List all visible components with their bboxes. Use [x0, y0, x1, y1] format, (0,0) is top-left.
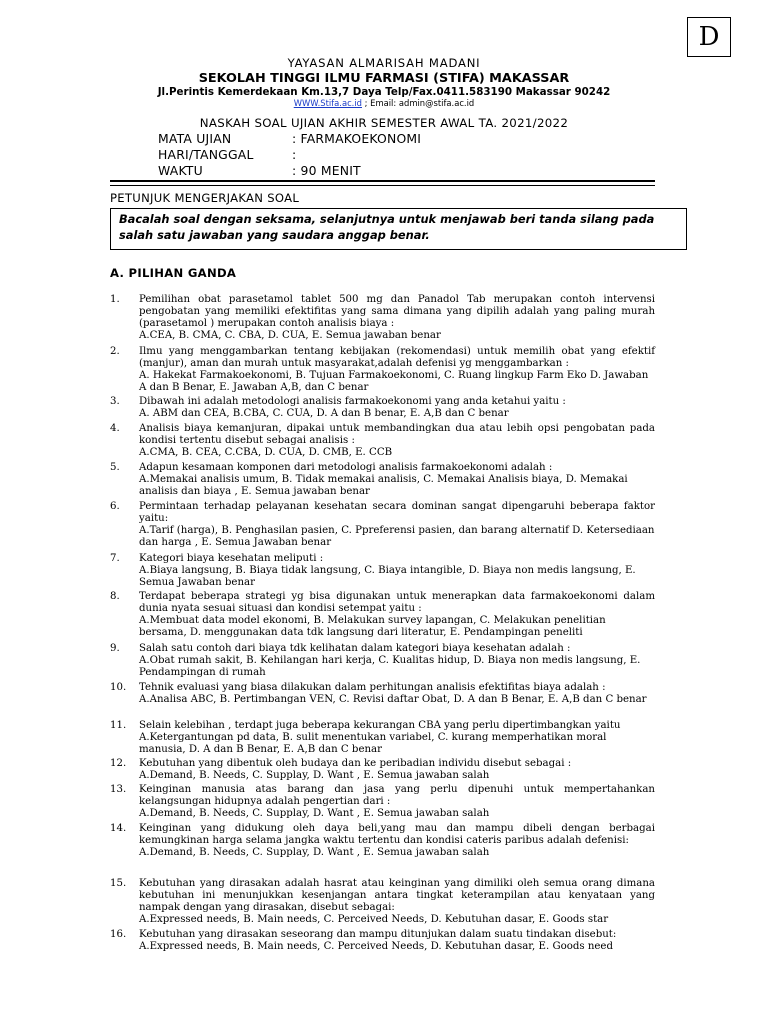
question-options: A.Biaya langsung, B. Biaya tidak langsung, C. Biaya intangible, D. Biaya non medis langsung, E. Semua Jawaban benar: [139, 565, 636, 588]
question-options: A. ABM dan CEA, B.CBA, C. CUA, D. A dan B benar, E. A,B dan C benar: [139, 408, 509, 419]
question-text: Dibawah ini adalah metodologi analisis farmakoekonomi yang anda ketahui yaitu :: [139, 396, 566, 407]
question-options: A.Demand, B. Needs, C. Supplay, D. Want , E. Semua jawaban salah: [139, 770, 490, 781]
question-text: Selain kelebihan , terdapt juga beberapa kekurangan CBA yang perlu dipertimbangkan yaitu: [139, 720, 621, 731]
question-item: [110, 462, 655, 498]
question-number: 12.: [110, 758, 127, 769]
question-text: Pemilihan obat parasetamol tablet 500 mg dan Panadol Tab merupakan contoh intervensi pengobatan yang memiliki efektifitas yang sama dimana yang dipilih adalah yang paling murah (parasetamol ) merupakan contoh analisis biaya :: [139, 294, 655, 329]
question-text: Kebutuhan yang dirasakan seseorang dan mampu ditunjukan dalam suatu tindakan disebut:: [139, 929, 617, 940]
question-text: Terdapat beberapa strategi yg bisa digunakan untuk menerapkan data farmakoekonomi dalam dunia nyata sesuai situasi dan kondisi setempat yaitu :: [139, 591, 655, 614]
question-item: [110, 423, 655, 459]
question-text: Permintaan terhadap pelayanan kesehatan secara dominan sangat dipengaruhi beberapa faktor yaitu:: [139, 501, 655, 524]
question-number: 4.: [110, 423, 120, 434]
question-options: A.Analisa ABC, B. Pertimbangan VEN, C. Revisi daftar Obat, D. A dan B Benar, E. A,B dan C benar: [139, 694, 647, 705]
school-name: SEKOLAH TINGGI ILMU FARMASI (STIFA) MAKASSAR: [198, 71, 570, 86]
question-item: [110, 501, 655, 549]
question-text: Kebutuhan yang dirasakan adalah hasrat atau keinginan yang dimiliki oleh semua orang dimana kebutuhan ini menunjukkan kesenjangan antara tingkat keterampilan atau kenyataan yang nampak dengan yang dirasakan, disebut sebagai:: [139, 878, 655, 913]
instructions-heading: PETUNJUK MENGERJAKAN SOAL: [110, 191, 300, 205]
question-options: A.Expressed needs, B. Main needs, C. Perceived Needs, D. Kebutuhan dasar, E. Goods need: [139, 941, 613, 952]
question-number: 7.: [110, 553, 120, 564]
question-options: A.Demand, B. Needs, C. Supplay, D. Want , E. Semua jawaban salah: [139, 847, 490, 858]
question-text: Adapun kesamaan komponen dari metodologi analisis farmakoekonomi adalah :: [139, 462, 553, 473]
school-address: Jl.Perintis Kemerdekaan Km.13,7 Daya Telp/Fax.0411.583190 Makassar 90242: [157, 86, 611, 98]
question-options: A. Hakekat Farmakoekonomi, B. Tujuan Farmakoekonomi, C. Ruang lingkup Farm Eko D. Jawaban A dan B Benar, E. Jawaban A,B, dan C benar: [139, 370, 649, 393]
question-item: [110, 784, 655, 820]
info-value: : FARMAKOEKONOMI: [292, 131, 422, 146]
question-number: 14.: [110, 823, 127, 834]
question-item: [110, 294, 655, 342]
version-badge: D: [687, 17, 731, 57]
question-options: A.CMA, B. CEA, C.CBA, D. CUA, D. CMB, E. CCB: [139, 447, 393, 458]
question-item: [110, 929, 655, 953]
question-item: [110, 823, 655, 859]
question-options: A.Demand, B. Needs, C. Supplay, D. Want , E. Semua jawaban salah: [139, 808, 490, 819]
question-options: A.Ketergantungan pd data, B. sulit menentukan variabel, C. kurang memperhatikan moral manusia, D. A dan B Benar, E. A,B dan C benar: [139, 732, 607, 755]
question-item: [110, 396, 655, 420]
foundation-name: YAYASAN ALMARISAH MADANI: [287, 56, 481, 70]
question-text: Keinginan manusia atas barang dan jasa yang perlu dipenuhi untuk mempertahankan kelangsungan hidupnya adalah pengertian dari :: [139, 784, 655, 807]
info-label: HARI/TANGGAL: [158, 147, 254, 162]
divider-thick: [110, 180, 655, 182]
question-number: 2.: [110, 346, 120, 357]
question-item: [110, 682, 655, 706]
question-number: 15.: [110, 878, 127, 889]
info-label: WAKTU: [158, 163, 203, 178]
question-item: [110, 591, 655, 639]
question-item: [110, 758, 655, 782]
question-item: [110, 878, 655, 926]
question-text: Kategori biaya kesehatan meliputi :: [139, 553, 324, 564]
question-number: 13.: [110, 784, 127, 795]
instructions-box: Bacalah soal dengan seksama, selanjutnya untuk menjawab beri tanda silang pada salah satu jawaban yang saudara anggap benar.: [110, 208, 687, 250]
question-text: Analisis biaya kemanjuran, dipakai untuk membandingkan dua atau lebih opsi pengobatan pada kondisi tertentu disebut sebagai analisis :: [139, 423, 655, 446]
question-number: 16.: [110, 929, 127, 940]
question-number: 8.: [110, 591, 120, 602]
question-options: A.Expressed needs, B. Main needs, C. Perceived Needs, D. Kebutuhan dasar, E. Goods star: [139, 914, 609, 925]
website-link[interactable]: WWW.Stifa.ac.id: [293, 98, 362, 108]
question-text: Keinginan yang didukung oleh daya beli,yang mau dan mampu dibeli dengan berbagai kemungkinan harga selama jangka waktu tertentu dan kondisi cateris paribus adalah defenisi:: [139, 823, 655, 846]
question-item: [110, 720, 655, 756]
contact-line: [0, 98, 768, 108]
question-text: Kebutuhan yang dibentuk oleh budaya dan ke peribadian individu disebut sebagai :: [139, 758, 572, 769]
question-number: 1.: [110, 294, 120, 305]
question-item: [110, 643, 655, 679]
info-value: :: [292, 147, 297, 162]
email-text: ; Email: admin@stifa.ac.id: [362, 98, 475, 108]
info-row-date: [158, 147, 296, 162]
exam-title: NASKAH SOAL UJIAN AKHIR SEMESTER AWAL TA. 2021/2022: [199, 116, 569, 130]
question-number: 11.: [110, 720, 127, 731]
question-number: 6.: [110, 501, 120, 512]
question-text: Salah satu contoh dari biaya tdk kelihatan dalam kategori biaya kesehatan adalah :: [139, 643, 571, 654]
question-options: A.CEA, B. CMA, C. CBA, D. CUA, E. Semua jawaban benar: [139, 330, 441, 341]
question-options: A.Memakai analisis umum, B. Tidak memakai analisis, C. Memakai Analisis biaya, D. Memakai analisis dan biaya , E. Semua jawaban benar: [139, 474, 628, 497]
info-row-subject: [158, 131, 421, 146]
info-row-time: [158, 163, 361, 178]
question-text: Ilmu yang menggambarkan tentang kebijakan (rekomendasi) untuk memilih obat yang efektif (manjur), aman dan murah untuk masyarakat,adalah defenisi yg menggambarkan :: [139, 346, 655, 369]
divider-thin: [110, 185, 655, 186]
question-options: A.Obat rumah sakit, B. Kehilangan hari kerja, C. Kualitas hidup, D. Biaya non medis langsung, E. Pendampingan di rumah: [139, 655, 641, 678]
section-title: A. PILIHAN GANDA: [110, 266, 237, 280]
question-number: 5.: [110, 462, 120, 473]
question-number: 10.: [110, 682, 127, 693]
question-text: Tehnik evaluasi yang biasa dilakukan dalam perhitungan analisis efektifitas biaya adalah :: [139, 682, 606, 693]
info-value: : 90 MENIT: [292, 163, 361, 178]
question-options: A.Tarif (harga), B. Penghasilan pasien, C. Ppreferensi pasien, dan barang alternatif D. Ketersediaan dan harga , E. Semua Jawaban benar: [139, 525, 655, 548]
question-options: A.Membuat data model ekonomi, B. Melakukan survey lapangan, C. Melakukan penelitian bersama, D. menggunakan data tdk langsung dari literatur, E. Pendampingan peneliti: [139, 615, 606, 638]
info-label: MATA UJIAN: [158, 131, 232, 146]
question-number: 9.: [110, 643, 120, 654]
question-item: [110, 553, 655, 589]
question-number: 3.: [110, 396, 120, 407]
question-item: [110, 346, 655, 394]
